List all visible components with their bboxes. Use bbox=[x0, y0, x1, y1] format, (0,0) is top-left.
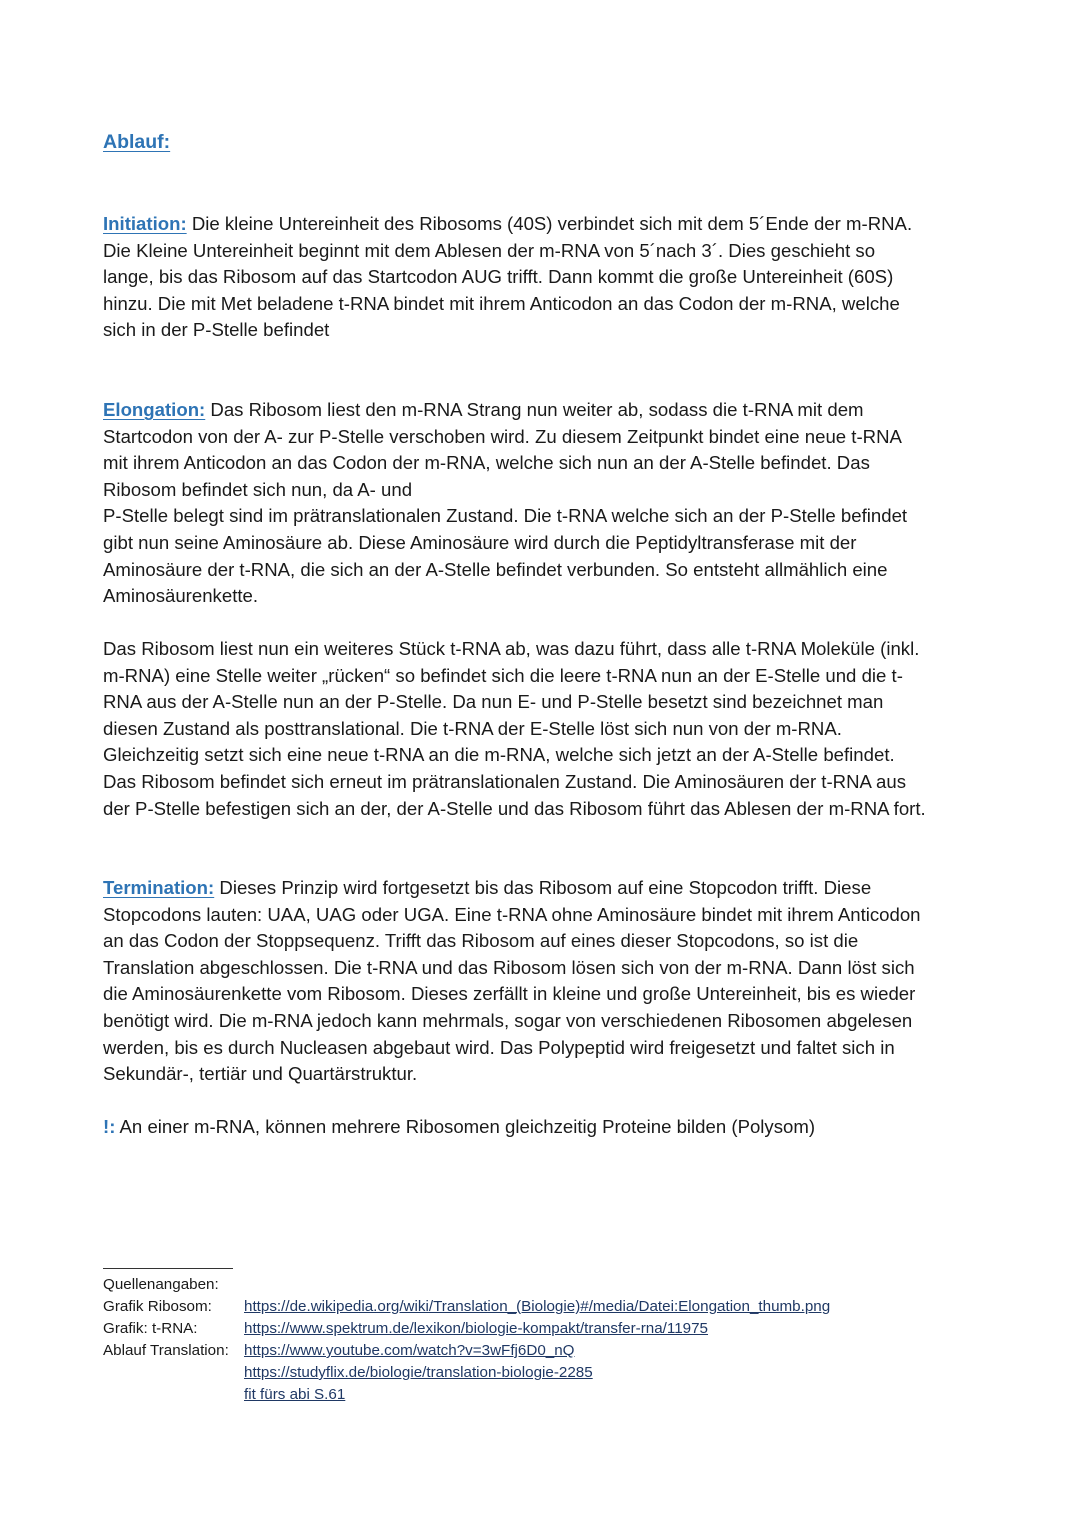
source-link[interactable]: https://studyflix.de/biologie/translation-biologie-2285 bbox=[244, 1364, 593, 1381]
note-text: An einer m-RNA, können mehrere Ribosomen gleichzeitig Proteine bilden (Polysom) bbox=[115, 1116, 816, 1137]
sources-title-row bbox=[103, 1274, 830, 1296]
source-label: Ablauf Translation: bbox=[103, 1342, 229, 1359]
source-link[interactable]: https://www.spektrum.de/lexikon/biologie-kompakt/transfer-rna/11975 bbox=[244, 1320, 709, 1337]
note-marker: !: bbox=[103, 1116, 116, 1137]
initiation-label: Initiation: bbox=[103, 213, 187, 234]
section-heading: Ablauf: bbox=[103, 131, 171, 153]
initiation-paragraph bbox=[103, 211, 983, 344]
elongation-continuation-paragraph: Das Ribosom liest nun ein weiteres Stück t-RNA ab, was dazu führt, dass alle t-RNA Moleküle (inkl. m-RNA) eine Stelle weiter „rücken“ so befindet sich die leere t-RNA nun an der E-Stelle und die t- RNA aus der A-Stelle nun an der P-Stelle. Da nun E- und P-Stelle besetzt sind bezeichnet man diesen Zustand als posttranslational. Die t-RNA der E-Stelle löst sich nun von der m-RNA. Gleichzeitig setzt sich eine neue t-RNA an die m-RNA, welche sich jetzt an der A-Stelle befindet. Das Ribosom befindet sich erneut im prätranslationalen Zustand. Die Aminosäuren der t-RNA aus der P-Stelle befestigen sich an der, der A-Stelle und das Ribosom führt das Ablesen der m-RNA fort. bbox=[103, 638, 926, 819]
source-row bbox=[103, 1362, 830, 1384]
termination-label: Termination: bbox=[103, 877, 215, 898]
source-row bbox=[103, 1318, 830, 1340]
elongation-text: Das Ribosom liest den m-RNA Strang nun weiter ab, sodass die t-RNA mit dem Startcodon von der A- zur P-Stelle verschoben wird. Zu diesem Zeitpunkt bindet eine neue t-RNA mit ihrem Anticodon an das Codon der m-RNA, welche sich nun an der A-Stelle befindet. Das Ribosom befindet sich nun, da A- und P-Stelle belegt sind im prätranslationalen Zustand. Die t-RNA welche sich an der P-Stelle befindet gibt nun seine Aminosäure ab. Diese Aminosäure wird durch die Peptidyltransferase mit der Aminosäure der t-RNA, die sich an der A-Stelle befindet verbunden. So entsteht allmählich eine Aminosäurenkette. bbox=[103, 399, 908, 607]
source-row bbox=[103, 1340, 830, 1362]
source-label bbox=[103, 1362, 244, 1384]
source-link[interactable]: https://de.wikipedia.org/wiki/Translation_(Biologie)#/media/Datei:Elongation_thumb.png bbox=[244, 1298, 831, 1315]
elongation-label: Elongation: bbox=[103, 399, 206, 420]
elongation-paragraph bbox=[103, 397, 983, 610]
source-row bbox=[103, 1384, 830, 1406]
source-link[interactable]: fit fürs abi S.61 bbox=[244, 1386, 346, 1403]
polysom-note bbox=[103, 1114, 983, 1141]
sources-title: Quellenangaben: bbox=[103, 1276, 219, 1293]
termination-text: Dieses Prinzip wird fortgesetzt bis das Ribosom auf eine Stopcodon trifft. Diese Stopcodons lauten: UAA, UAG oder UGA. Eine t-RNA ohne Aminosäure bindet mit ihrem Anticodon an das Codon der Stoppsequenz. Trifft das Ribosom auf eines dieser Stopcodons, so ist die Translation abgeschlossen. Die t-RNA und das Ribosom lösen sich von der m-RNA. Dann löst sich die Aminosäurenkette vom Ribosom. Dieses zerfällt in kleine und große Untereinheit, bis es wieder benötigt wird. Die m-RNA jedoch kann mehrmals, sogar von verschiedenen Ribosomen abgelesen werden, bis es durch Nucleasen abgebaut wird. Das Polypeptid wird freigesetzt und faltet sich in Sekundär-, tertiär und Quartärstruktur. bbox=[103, 877, 921, 1085]
sources-block bbox=[103, 1274, 830, 1406]
source-link[interactable]: https://www.youtube.com/watch?v=3wFfj6D0_nQ bbox=[244, 1342, 575, 1359]
source-label: Grafik Ribosom: bbox=[103, 1298, 212, 1315]
initiation-text: Die kleine Untereinheit des Ribosoms (40S) verbindet sich mit dem 5´Ende der m-RNA. Die Kleine Untereinheit beginnt mit dem Ablesen der m-RNA von 5´nach 3´. Dies geschieht so lange, bis das Ribosom auf das Startcodon AUG trifft. Dann kommt die große Untereinheit (60S) hinzu. Die mit Met beladene t-RNA bindet mit ihrem Anticodon an das Codon der m-RNA, welche sich in der P-Stelle befindet bbox=[103, 213, 913, 341]
source-label: Grafik: t-RNA: bbox=[103, 1320, 198, 1337]
footnote-separator bbox=[103, 1268, 233, 1269]
source-label bbox=[103, 1384, 244, 1406]
termination-paragraph bbox=[103, 875, 983, 1088]
source-row bbox=[103, 1296, 830, 1318]
